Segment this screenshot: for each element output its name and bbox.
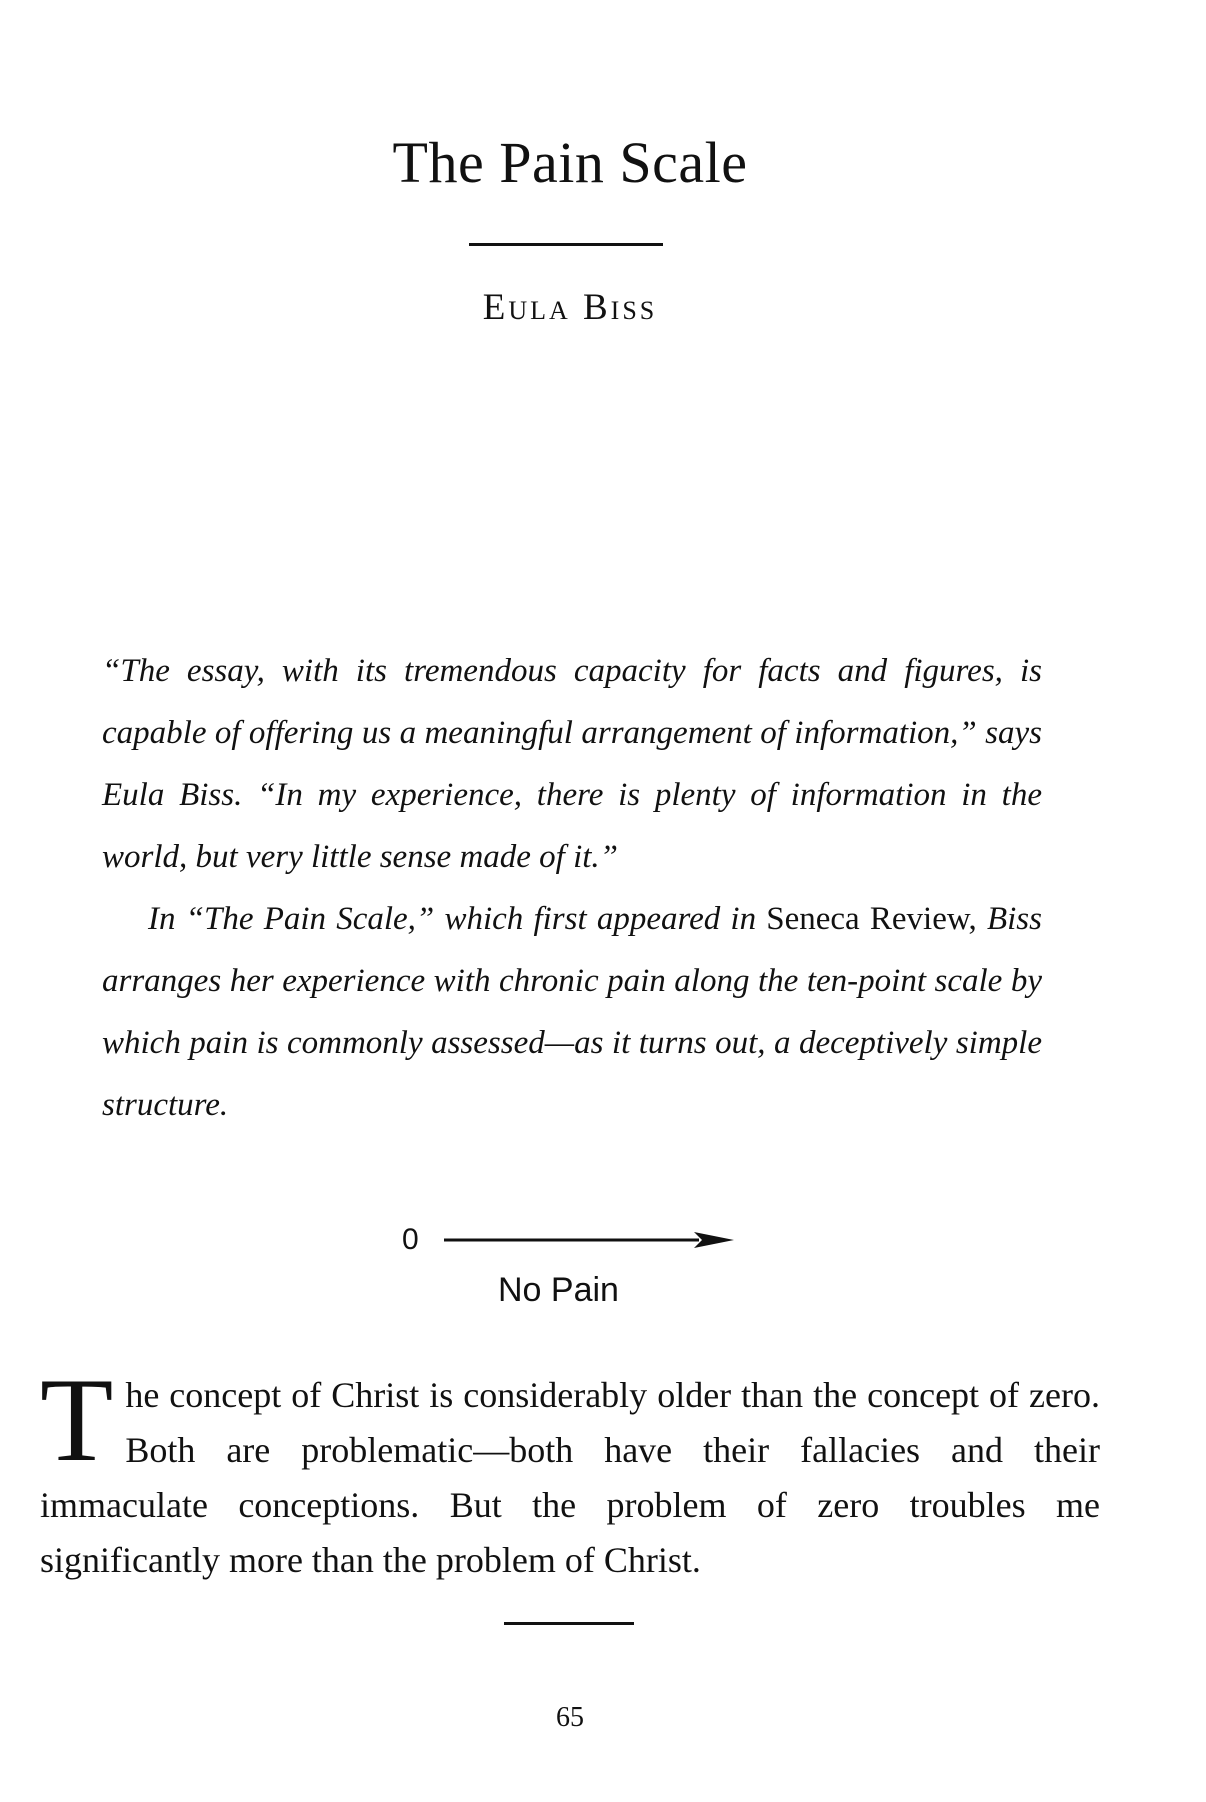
publication-name: Seneca Review, — [766, 901, 977, 937]
intro-paragraph-1: “The essay, with its tremendous capacity for facts and figures, is capable of offering us a meaningful arrangement of information,” says Eula Biss. “In my experience, there is plenty of information in the world, but very little sense made of it.” — [102, 653, 1042, 875]
scale-label: No Pain — [498, 1271, 619, 1309]
essay-title: The Pain Scale — [392, 130, 748, 195]
scale-number: 0 — [402, 1223, 419, 1256]
right-arrow-icon — [444, 1230, 734, 1250]
title-divider — [469, 243, 663, 246]
section-divider — [504, 1622, 634, 1625]
page-number: 65 — [556, 1702, 584, 1733]
intro-paragraph-2-start: In “The Pain Scale,” which first appeared in — [148, 901, 767, 937]
author-name: Eula Biss — [482, 287, 658, 328]
intro-paragraph-2-end: Biss arranges her experience with chronic pain along the ten-point scale by which pain is commonly assessed—as it turns out, a deceptively simple structure. — [102, 901, 1042, 1123]
body-paragraph — [40, 1353, 1100, 1588]
intro-paragraph-2 — [102, 888, 1042, 1136]
body-text: he concept of Christ is considerably older than the concept of zero. Both are problematic—both have their fallacies and their immaculate conceptions. But the problem of zero troubles me significantly more than the problem of Christ. — [40, 1375, 1100, 1580]
drop-cap: T — [40, 1353, 114, 1486]
pain-scale-heading — [402, 1220, 742, 1320]
essay-body — [40, 1353, 1100, 1588]
intro-note — [102, 640, 1042, 1136]
